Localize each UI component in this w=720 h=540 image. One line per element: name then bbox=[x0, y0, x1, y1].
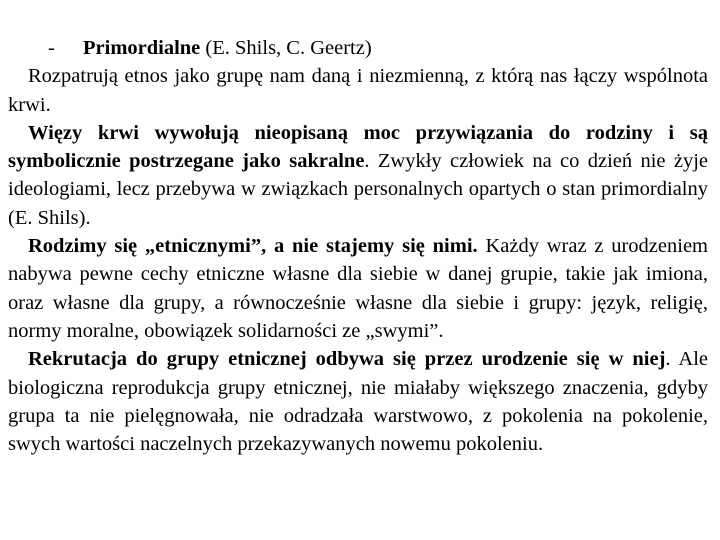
paragraph-4 bbox=[8, 345, 708, 458]
paragraph-3-bold: Rodzimy się „etnicznymi”, a nie stajemy się nimi. bbox=[28, 235, 478, 258]
section-heading bbox=[8, 34, 708, 62]
paragraph-2-bold: Więzy krwi wywołują nieopisaną moc przywiązania do rodziny i są symbolicznie postrzegane jako sakralne bbox=[8, 121, 708, 173]
paragraph-1-text: Rozpatrują etnos jako grupę nam daną i niezmienną, z którą nas łączy wspólnota krwi. bbox=[8, 65, 708, 116]
paragraph-1 bbox=[8, 62, 708, 119]
heading-authors: (E. Shils, C. Geertz) bbox=[200, 37, 372, 59]
paragraph-2-text: . Zwykły człowiek na co dzień nie żyje ideologiami, lecz przebywa w związkach personalnych opartych o stan primordialny (E. Shils). bbox=[8, 150, 708, 229]
heading-term: Primordialne bbox=[83, 37, 201, 59]
paragraph-3-text: Każdy wraz z urodzeniem nabywa pewne cechy etniczne własne dla siebie w danej grupie, takie jak imiona, oraz własne dla grupy, a równocześnie własne dla siebie i grupy: język, religię, normy moralne, obowiązek solidarności ze „swymi”. bbox=[8, 235, 708, 342]
paragraph-2 bbox=[8, 119, 708, 232]
paragraph-4-bold: Rekrutacja do grupy etnicznej odbywa się przez urodzenie się w niej bbox=[28, 348, 666, 371]
slide-content bbox=[8, 34, 708, 458]
bullet-dash: - bbox=[48, 37, 55, 59]
paragraph-3 bbox=[8, 232, 708, 345]
paragraph-4-text: . Ale biologiczna reprodukcja grupy etnicznej, nie miałaby większego znaczenia, gdyby grupa ta nie pielęgnowała, nie odradzała warstwowo, z pokolenia na pokolenie, swych wartości naczelnych przekazywanych nowemu pokoleniu. bbox=[8, 348, 709, 456]
